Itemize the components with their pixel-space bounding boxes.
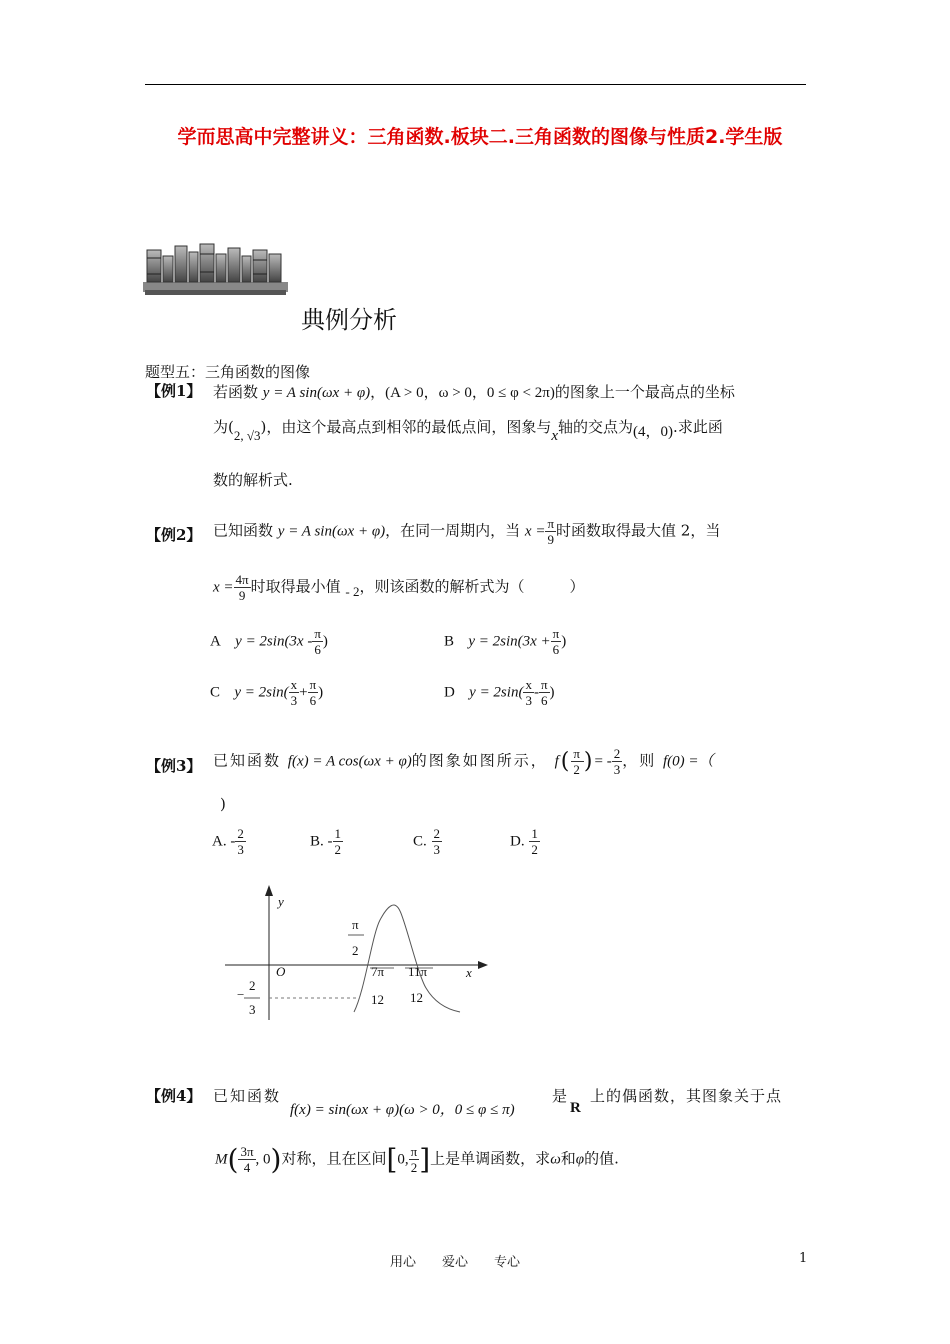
graph-neg-den: 3	[249, 1002, 256, 1017]
page-number: 1	[799, 1251, 808, 1266]
example-4-line-1-intro: 已知函数	[213, 1087, 282, 1105]
example-2-line-1: 已知函数 y = A sin(ωx + φ)，在同一周期内，当 x = $\frac{\pi}{9}$ 时函数取得最大值 2，当	[213, 516, 721, 547]
example-3-option-c[interactable]: C. $\frac{2}{3}$	[413, 826, 441, 857]
example-2-option-a[interactable]: A y = 2sin(3x - $\frac{\pi}{6}$ )	[210, 626, 328, 657]
example-2-option-d[interactable]: D y = 2sin( $\frac{x}{3}$ - $\frac{\pi}{6}$ )	[444, 677, 555, 708]
example-4-function: f(x) = sin(ωx + φ)(ω > 0，0 ≤ φ ≤ π)	[290, 1102, 515, 1118]
example-4-real-set: R	[570, 1100, 581, 1116]
example-1-line-1: 若函数 y = A sin(ωx + φ)，(A > 0，ω > 0，0 ≤ φ < 2π)的图象上一个最高点的坐标	[213, 383, 735, 401]
example-3-label: 【例3】	[146, 757, 202, 775]
example-4-line-1-rest: 上的偶函数，其图象关于点	[590, 1087, 783, 1105]
example-2-line-2: x = $\frac{4\pi}{9}$ 时取得最小值 - 2，则该函数的解析式为（ ）	[213, 572, 585, 603]
example-3-option-b[interactable]: B. - $\frac{1}{2}$	[310, 826, 341, 857]
example-1-label: 【例1】	[146, 382, 202, 400]
x-axis-arrow-icon	[478, 961, 488, 969]
graph-tick-2-den: 12	[410, 990, 423, 1005]
graph-origin-label: O	[276, 964, 286, 979]
example-3-line-1: 已知函数 f(x) = A cos(ωx + φ)的图象如图所示， f( $\frac{\pi}{2}$ )= - $\frac{2}{3}$ ，则 f(0) =（	[213, 746, 714, 777]
example-3-line-2: )	[220, 795, 226, 813]
graph-tick-1-num: 7π	[371, 964, 385, 979]
y-axis-arrow-icon	[265, 885, 273, 896]
graph-pi-half-num: π	[352, 917, 359, 932]
footer-motto: 用心 爱心 专心	[390, 1255, 521, 1270]
example-2-option-b[interactable]: B y = 2sin(3x + $\frac{\pi}{6}$ )	[444, 626, 567, 657]
graph-x-label: x	[466, 965, 472, 980]
section-title: 典例分析	[301, 306, 397, 334]
graph-neg-sign: −	[237, 987, 245, 1002]
question-type-line: 题型五：三角函数的图像	[145, 363, 311, 381]
example-4-label: 【例4】	[146, 1087, 202, 1105]
example-1-line-3: 数的解析式.	[213, 471, 293, 489]
example-2-label: 【例2】	[146, 526, 202, 544]
graph-tick-1-den: 12	[371, 992, 384, 1007]
graph-y-label: y	[278, 894, 284, 909]
example-4-line-2: M( $\frac{3\pi}{4}$ , 0)对称，且在区间[0, $\frac{\pi}{2}$ ]上是单调函数，求ω和φ的值.	[215, 1143, 619, 1176]
books-logo-icon	[143, 240, 288, 298]
example-1-line-2: 为(2, √3)，由这个最高点到相邻的最低点间，图象与x轴的交点为(4，0).求此函	[213, 418, 723, 444]
example-3-option-d[interactable]: D. $\frac{1}{2}$	[510, 826, 538, 857]
example-3-option-a[interactable]: A. - $\frac{2}{3}$	[212, 826, 244, 857]
curve	[354, 905, 460, 1012]
example-4-is: 是	[552, 1087, 568, 1105]
graph-tick-2-num: 11π	[408, 964, 428, 979]
graph-neg-num: 2	[249, 978, 256, 993]
page-title: 学而思高中完整讲义：三角函数.板块二.三角函数的图像与性质2.学生版	[177, 126, 783, 148]
header-rule	[145, 84, 806, 85]
graph-pi-half-den: 2	[352, 943, 359, 958]
example-2-option-c[interactable]: C y = 2sin( $\frac{x}{3}$ + $\frac{\pi}{6}$ )	[210, 677, 324, 708]
